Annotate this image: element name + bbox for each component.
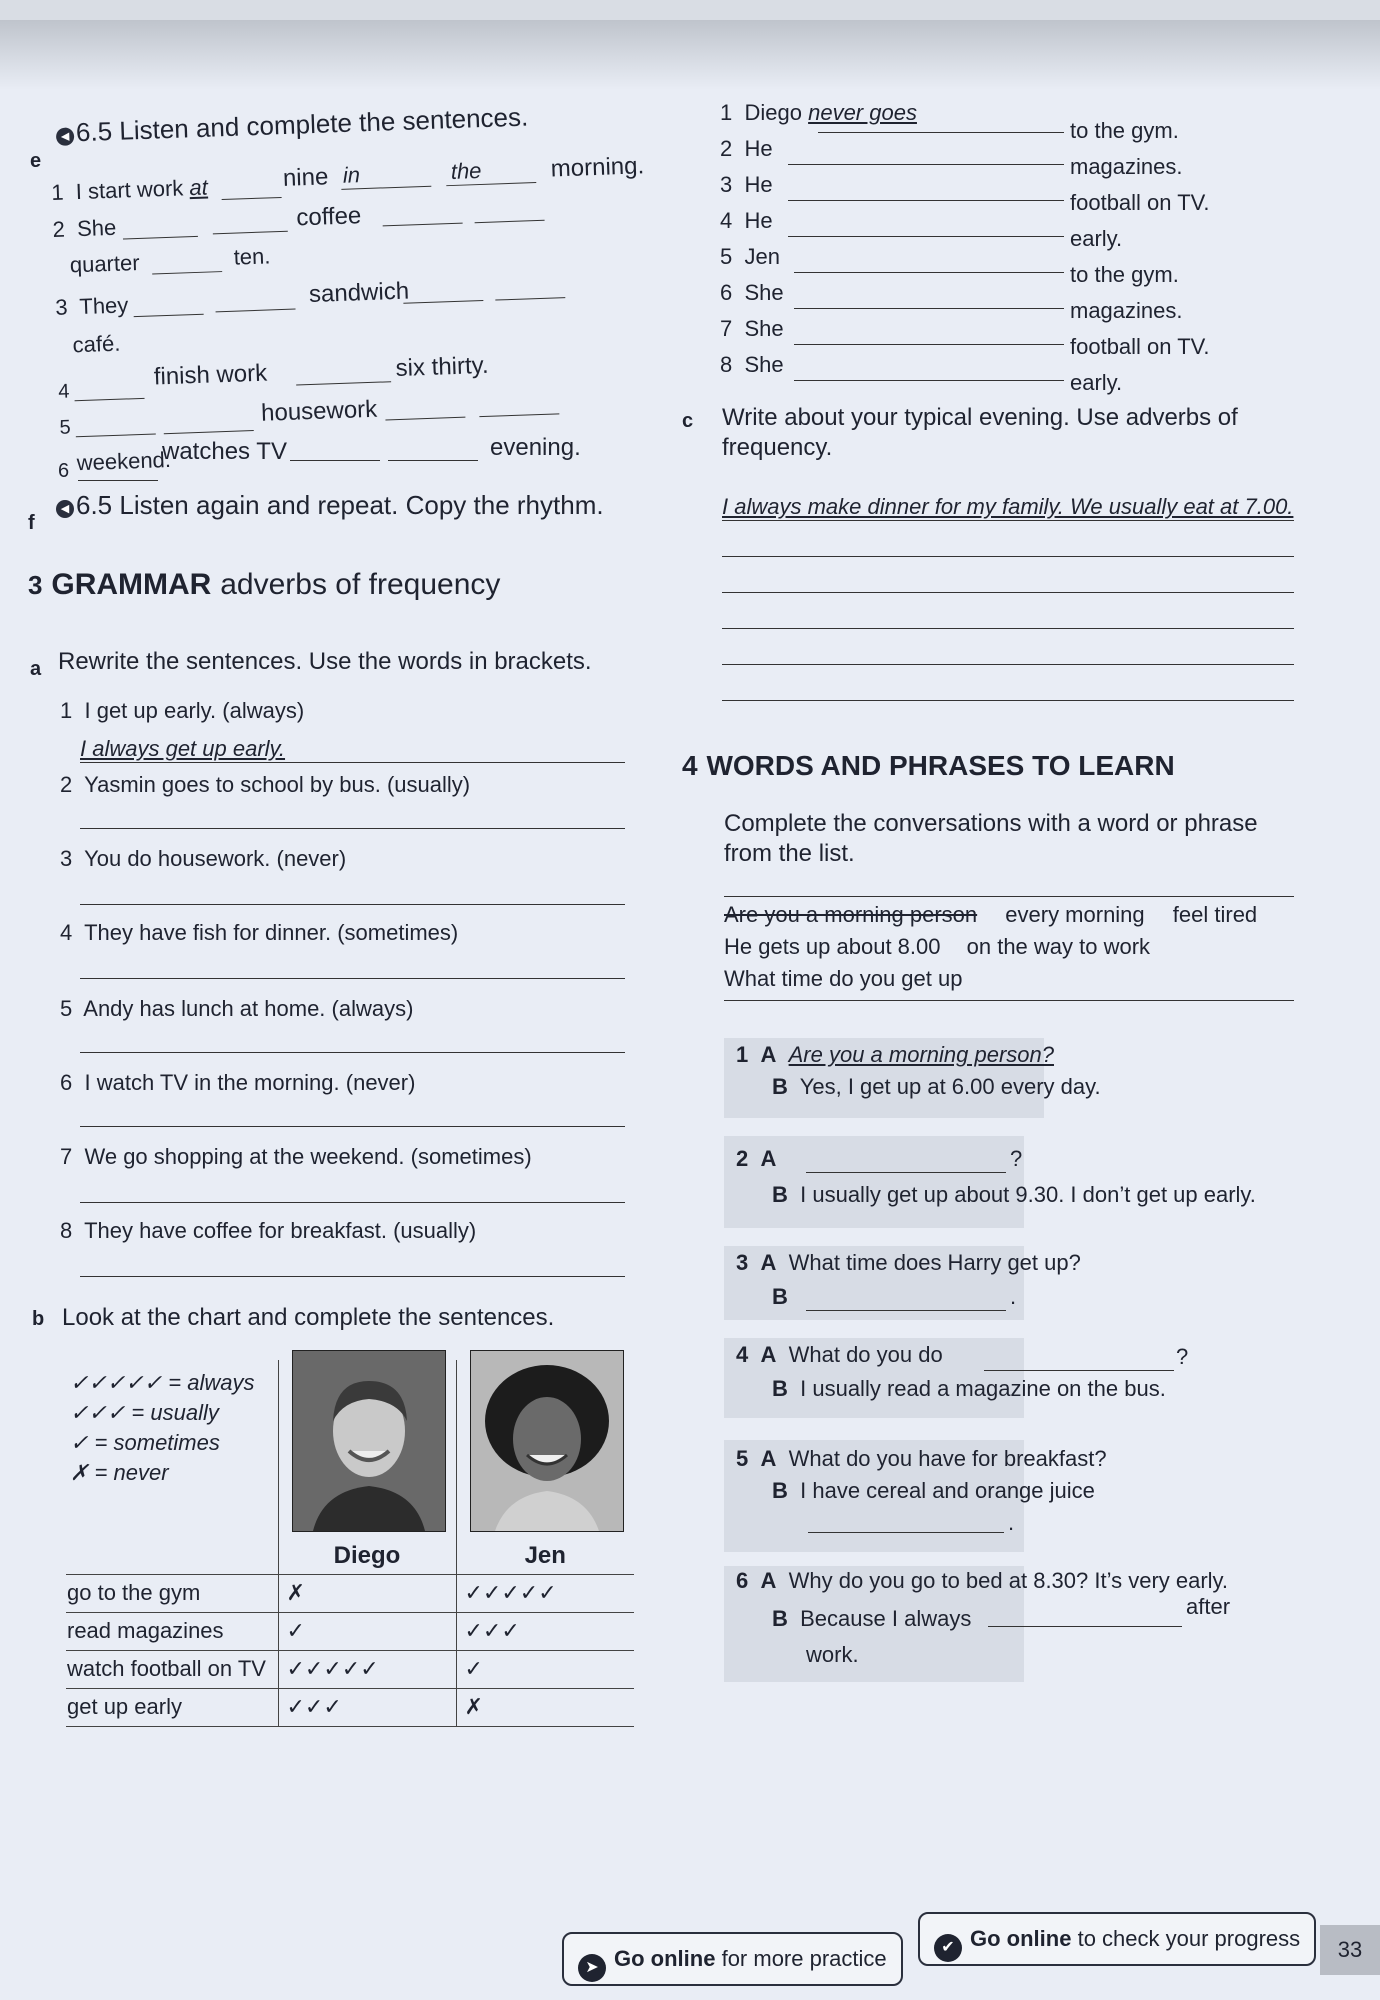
sentence-1-answer3: the (450, 157, 482, 185)
b-sentence-1-end: to the gym. (1070, 118, 1179, 143)
words-instruction-2: from the list. (724, 840, 855, 867)
b-sentence-7-end: football on TV. (1070, 334, 1210, 359)
b-sentence-1: 1 Diego never goes (720, 100, 917, 125)
conv-5-b-end: . (1008, 1510, 1015, 1535)
b-sentence-2-end: magazines. (1070, 154, 1183, 179)
sentence-1-answer2: in (342, 162, 361, 188)
words-instruction-1: Complete the conversations with a word or phrase (724, 810, 1258, 837)
chart-row (66, 1688, 634, 1726)
grammar-c-instruction-2: frequency. (722, 434, 833, 461)
b-sentence-5-end: to the gym. (1070, 262, 1179, 287)
sentence-4-word: finish work (153, 359, 268, 391)
legend-usually: ✓✓✓ = usually (70, 1400, 219, 1425)
grammar-a-item-5: 5 Andy has lunch at home. (always) (60, 996, 414, 1021)
sentence-4-num: 4 (57, 380, 70, 403)
exercise-f-heading: ◀ 6.5 Listen again and repeat. Copy the rhythm. (56, 490, 604, 521)
words-heading: 4 WORDS AND PHRASES TO LEARN (682, 750, 1175, 781)
chart-cell-jen: ✓✓✓ (456, 1612, 634, 1650)
chart-cell-jen: ✗ (456, 1688, 634, 1726)
chart-cell-diego: ✓✓✓✓✓ (278, 1650, 456, 1688)
chart-row (66, 1612, 634, 1650)
sentence-1: 1 I start work at (50, 174, 209, 205)
legend-never: ✗ = never (70, 1460, 169, 1485)
conv-2-a: 2 A (736, 1146, 777, 1171)
chart-row (66, 1650, 634, 1688)
chart-cell-diego: ✓✓✓ (278, 1688, 456, 1726)
sentence-2-word3: ten. (233, 243, 271, 270)
conv-5-a: 5 A What do you have for breakfast? (736, 1446, 1107, 1471)
exercise-e-letter: e (30, 150, 42, 172)
go-online-progress-button[interactable]: ✔ Go online to check your progress (918, 1912, 1316, 1966)
sentence-1-word: nine (282, 163, 329, 192)
grammar-a-item-1: 1 I get up early. (always) (60, 698, 305, 723)
exercise-f-letter: f (28, 512, 35, 534)
conv-4-b: B I usually read a magazine on the bus. (772, 1376, 1166, 1401)
conv-2-a-end: ? (1010, 1146, 1023, 1171)
legend-always: ✓✓✓✓✓ = always (70, 1370, 255, 1395)
audio-icon[interactable]: ◀ (56, 500, 74, 518)
chart-cell-diego: ✗ (278, 1574, 456, 1612)
words-list-row-1: Are you a morning person every morning feel tired (724, 902, 1258, 927)
chart-row-label: go to the gym (66, 1574, 278, 1612)
grammar-c-instruction-1: Write about your typical evening. Use adverbs of (722, 404, 1238, 431)
sentence-5-num: 5 (59, 416, 72, 439)
grammar-b-letter: b (32, 1308, 45, 1330)
grammar-a-letter: a (30, 658, 42, 680)
conv-6-b: B Because I always (772, 1606, 972, 1631)
conv-1-a: 1 A Are you a morning person? (736, 1042, 1054, 1067)
conv-1-b: B Yes, I get up at 6.00 every day. (772, 1074, 1101, 1099)
exercise-e-heading: ◀ 6.5 Listen and complete the sentences. (55, 102, 528, 149)
grammar-a-item-2: 2 Yasmin goes to school by bus. (usually) (60, 772, 471, 797)
sentence-6-num: 6 (58, 460, 70, 482)
audio-icon[interactable]: ◀ (56, 127, 75, 146)
b-sentence-2: 2 He (720, 136, 773, 161)
grammar-a-item-6: 6 I watch TV in the morning. (never) (60, 1070, 416, 1095)
sentence-6-word2: evening. (490, 434, 581, 461)
frequency-chart (66, 1360, 634, 1727)
sentence-2-word: coffee (295, 202, 362, 232)
conv-3-b: B (772, 1284, 788, 1309)
grammar-b-instruction: Look at the chart and complete the sentences. (62, 1304, 555, 1331)
sentence-2-word2: quarter (69, 249, 140, 278)
conv-6-b-after: after (1186, 1594, 1231, 1619)
chart-header-jen: Jen (456, 1538, 634, 1574)
workbook-page (0, 20, 1380, 2000)
chart-row-label: get up early (66, 1688, 278, 1726)
b-sentence-3-end: football on TV. (1070, 190, 1210, 215)
sentence-3-word: sandwich (308, 277, 410, 309)
struck-phrase: Are you a morning person (724, 902, 978, 927)
grammar-c-example: I always make dinner for my family. We usually eat at 7.00. (722, 494, 1294, 519)
sentence-5-word: housework (260, 395, 378, 427)
sentence-3: 3 They (54, 292, 129, 320)
b-sentence-6: 6 She (720, 280, 784, 305)
chart-row-label: watch football on TV (66, 1650, 278, 1688)
grammar-a-answer-1: I always get up early. (80, 736, 286, 761)
conv-3-b-end: . (1010, 1284, 1017, 1309)
b-sentence-5: 5 Jen (720, 244, 780, 269)
chart-row (66, 1574, 634, 1612)
go-online-practice-button[interactable]: ➤ Go online for more practice (562, 1932, 903, 1986)
b-sentence-7: 7 She (720, 316, 784, 341)
chart-row-label: read magazines (66, 1612, 278, 1650)
grammar-a-item-8: 8 They have coffee for breakfast. (usually) (60, 1218, 477, 1243)
conv-3-a: 3 A What time does Harry get up? (736, 1250, 1081, 1275)
b-sentence-4: 4 He (720, 208, 773, 233)
conv-6-a: 6 A Why do you go to bed at 8.30? It’s very early. (736, 1568, 1229, 1593)
grammar-a-item-4: 4 They have fish for dinner. (sometimes) (60, 920, 459, 945)
conv-4-a-end: ? (1176, 1344, 1189, 1369)
legend-sometimes: ✓ = sometimes (70, 1430, 220, 1455)
chart-header-diego: Diego (278, 1538, 456, 1574)
sentence-4-word2: six thirty. (395, 351, 489, 383)
cursor-icon: ➤ (578, 1954, 606, 1982)
sentence-2: 2 She (52, 214, 117, 242)
sentence-3-word2: café. (72, 330, 121, 358)
chart-cell-jen: ✓ (456, 1650, 634, 1688)
grammar-c-letter: c (682, 410, 694, 432)
chart-cell-diego: ✓ (278, 1612, 456, 1650)
grammar-a-item-7: 7 We go shopping at the weekend. (sometimes) (60, 1144, 532, 1169)
b-sentence-6-end: magazines. (1070, 298, 1183, 323)
sentence-5-word2: weekend. (76, 446, 172, 476)
conv-2-b: B I usually get up about 9.30. I don’t get up early. (772, 1182, 1256, 1207)
sentence-1-word2: morning. (550, 152, 645, 183)
words-list-row-2: He gets up about 8.00 on the way to work (724, 934, 1151, 959)
b-sentence-3: 3 He (720, 172, 773, 197)
grammar-a-instruction: Rewrite the sentences. Use the words in brackets. (58, 648, 592, 675)
check-icon: ✔ (934, 1934, 962, 1962)
grammar-a-item-3: 3 You do housework. (never) (60, 846, 347, 871)
conv-6-b-next: work. (806, 1642, 859, 1667)
page-top-shadow (0, 20, 1380, 90)
page-number: 33 (1320, 1925, 1380, 1975)
conv-4-a: 4 A What do you do (736, 1342, 943, 1367)
sentence-6-word: watches TV (162, 438, 287, 465)
b-sentence-4-end: early. (1070, 226, 1123, 251)
chart-cell-jen: ✓✓✓✓✓ (456, 1574, 634, 1612)
words-list-row-3: What time do you get up (724, 966, 963, 991)
conv-5-b: B I have cereal and orange juice (772, 1478, 1095, 1503)
grammar-heading: 3 GRAMMAR adverbs of frequency (28, 568, 501, 601)
b-sentence-8: 8 She (720, 352, 784, 377)
b-sentence-8-end: early. (1070, 370, 1123, 395)
